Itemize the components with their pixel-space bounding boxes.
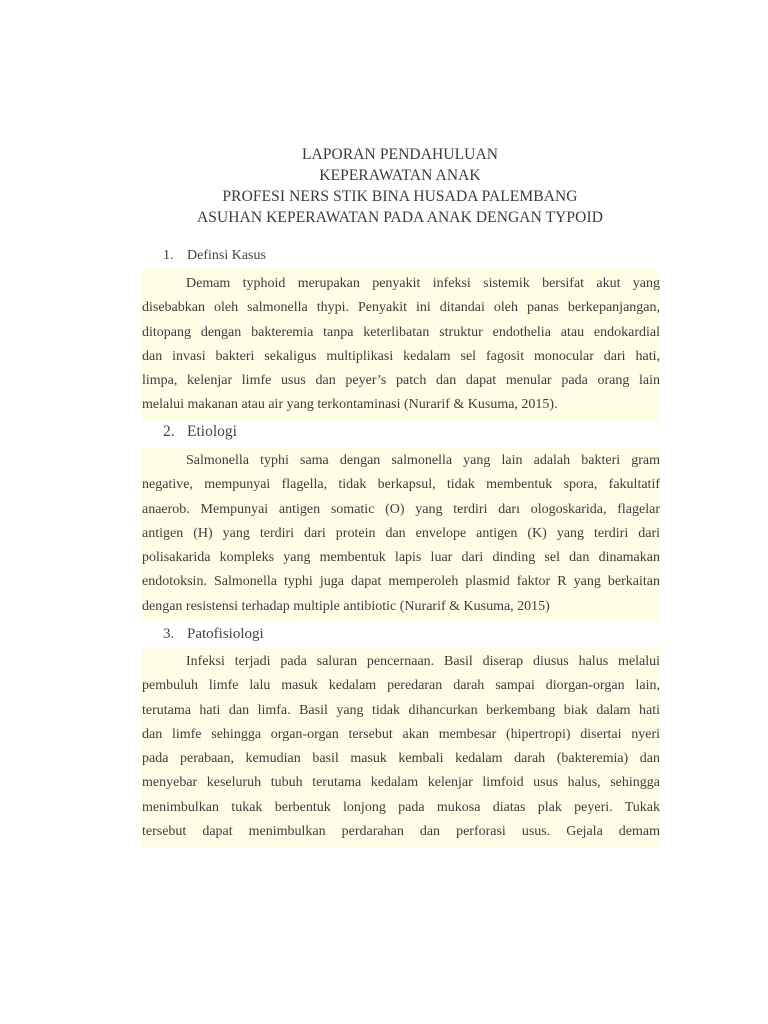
document-title xyxy=(0,144,768,228)
title-line-4: ASUHAN KEPERAWATAN PADA ANAK DENGAN TYPOID xyxy=(196,209,604,226)
section-number: 2. xyxy=(163,423,175,440)
paragraph-line: menimbulkan tukak berbentuk lonjong pada mukosa diatas plak peyeri. Tukak xyxy=(142,799,660,815)
paragraph-line: endotoksin. Salmonella typhi juga dapat memperoleh plasmid faktor R yang berkaitan xyxy=(142,574,660,590)
paragraph-line: Salmonella typhi sama dengan salmonella yang lain adalah bakteri gram xyxy=(186,453,660,468)
section-number: 3. xyxy=(163,626,175,642)
paragraph-line: negative, mempunyai flagella, tidak berkapsul, tidak membentuk spora, fakultatif xyxy=(142,477,660,493)
paragraph-patofisiologi xyxy=(142,648,660,848)
paragraph-line: pada perabaan, kemudian basil masuk kembali kedalam darah (bakteremia) dan xyxy=(142,751,660,767)
paragraph-line: dan invasi bakteri sekaligus multiplikasi kedalam sel fagosit monocular dari hati, xyxy=(142,348,660,364)
paragraph-line: menyebar keseluruh tubuh terutama kedalam kelenjar limfoid usus halus, sehingga xyxy=(142,775,660,791)
paragraph-line: melalui makanan atau air yang terkontaminasi (Nurarif & Kusuma, 2015). xyxy=(142,397,558,413)
paragraph-etiologi xyxy=(142,447,660,622)
paragraph-line: dan limfe sehingga organ-organ tersebut akan membesar (hipertropi) disertai nyeri xyxy=(142,726,660,742)
section-heading-patofisiologi xyxy=(163,626,264,643)
paragraph-line: Demam typhoid merupakan penyakit infeksi sistemik bersifat akut yang xyxy=(186,276,660,291)
section-number: 1. xyxy=(163,248,174,263)
title-line-2: KEPERAWATAN ANAK xyxy=(319,167,481,184)
section-heading-definsi-kasus xyxy=(163,248,266,264)
paragraph-line: Infeksi terjadi pada saluran pencernaan. Basil diserap diusus halus melalui xyxy=(186,654,660,669)
paragraph-line: antigen (H) yang terdiri dari protein dan envelope antigen (K) yang terdiri dari xyxy=(142,525,660,541)
section-title: Patofisiologi xyxy=(187,626,264,642)
paragraph-definsi-kasus xyxy=(142,270,660,422)
paragraph-line: ditopang dengan bakteremia tanpa keterlibatan struktur endothelia atau endokardial xyxy=(142,324,660,340)
title-line-3: PROFESI NERS STIK BINA HUSADA PALEMBANG xyxy=(222,188,578,205)
section-title: Etiologi xyxy=(187,423,237,440)
title-line-1: LAPORAN PENDAHULUAN xyxy=(301,146,499,163)
section-heading-etiologi xyxy=(163,423,237,441)
paragraph-line: pembuluh limfe lalu masuk kedalam peredaran darah sampai diorgan-organ lain, xyxy=(142,678,660,694)
paragraph-line: disebabkan oleh salmonella thypi. Penyakit ini ditandai oleh panas berkepanjangan, xyxy=(142,300,660,316)
paragraph-line: dengan resistensi terhadap multiple antibiotic (Nurarif & Kusuma, 2015) xyxy=(142,598,550,614)
paragraph-line: limpa, kelenjar limfe usus dan peyer’s patch dan dapat menular pada orang lain xyxy=(142,373,660,389)
section-title: Definsi Kasus xyxy=(187,248,266,263)
paragraph-line: polisakarida kompleks yang membentuk lapis luar dari dinding sel dan dinamakan xyxy=(142,550,660,566)
paragraph-line: terutama hati dan limfa. Basil yang tidak dihancurkan berkembang biak dalam hati xyxy=(142,702,660,718)
paragraph-line: anaerob. Mempunyai antigen somatic (O) yang terdiri darı ologoskarida, flagelar xyxy=(142,501,660,517)
paragraph-line: tersebut dapat menimbulkan perdarahan dan perforasi usus. Gejala demam xyxy=(142,824,660,840)
